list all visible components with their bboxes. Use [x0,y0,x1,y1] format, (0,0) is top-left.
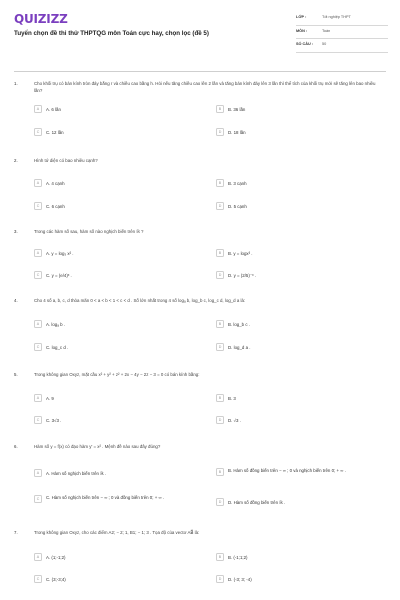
question-number: 1. [14,81,18,86]
option-text: B. Hàm số đồng biến trên − ∞ ; 0 và nghịch biến trên 0; + ∞ . [228,467,346,473]
option-text: C. 6 cạnh [46,203,65,209]
option-text: C. 12 lần [46,129,64,135]
option-letter: B [216,468,224,476]
option-text: A. logₐ b . [46,321,65,327]
option-text: B. log_b c . [228,321,250,327]
option-text: A. 4 cạnh [46,180,65,186]
option-letter: C [34,343,42,351]
option-letter: C [34,271,42,279]
meta-row-count [296,39,388,53]
option-text: A. 6 lần [46,106,61,112]
question-number: 7. [14,530,18,535]
meta-value: Toán [322,28,331,33]
option-text: B. 3 cạnh [228,180,247,186]
option-letter: C [34,202,42,210]
option-text: B. y = logx³ . [228,250,253,256]
meta-label: SỐ CÂU : [296,42,314,46]
option-text: D. (-3; 3; -4) [228,576,252,582]
option-letter: B [216,394,224,402]
option-letter: D [216,416,224,424]
option-letter: B [216,320,224,328]
option-letter: C [34,495,42,503]
option-letter: A [34,105,42,113]
quizizz-logo: QUIZIZZ [14,12,68,26]
meta-row-subject [296,26,388,40]
option-text: C. (3;-3;4) [46,576,66,582]
option-text: B. 36 lần [228,106,246,112]
option-letter: C [34,416,42,424]
option-text: D. log_d a . [228,344,251,350]
option-letter: C [34,575,42,583]
option-letter: A [34,320,42,328]
option-text: A. y = log₃ x² . [46,250,74,256]
option-letter: A [34,553,42,561]
option-letter: D [216,271,224,279]
header-divider [14,71,386,72]
option-letter: A [34,394,42,402]
option-text: A. (1;-1;2) [46,554,66,560]
option-text: B. 3 [228,395,236,401]
option-letter: A [34,179,42,187]
question-text: Cho khối trụ có bán kính tròn đáy bằng r và chiều cao bằng h. Hỏi nếu tăng chiều cao lên 2 lần và tăng bán kính đáy lên 3 lần thì thể tích của khối trụ mới sẽ tăng lên bao nhiêu lần? [34,81,376,93]
option-letter: D [216,343,224,351]
meta-label: MÔN : [296,28,308,33]
question-text: Cho 4 số a, b, c, d thỏa mãn 0 < a < b < 1 < c < d . Số lớn nhất trong 4 số logₐ b, log_b c, log_c d, log_d a là: [34,298,246,303]
option-letter: A [34,249,42,257]
meta-value: Tốt nghiệp THPT [322,15,351,19]
option-letter: C [34,128,42,136]
question-text: Hàm số y = f(x) có đạo hàm y′ = x² . Mệnh đề nào sau đây đúng? [34,444,161,449]
option-letter: B [216,553,224,561]
meta-label: LỚP : [296,15,307,19]
document-title: Tuyển chọn đề thi thử THPTQG môn Toán cực hay, chọn lọc (đề 5) [14,30,209,37]
option-text: A. 9 [46,395,54,401]
option-text: C. Hàm số nghịch biến trên − ∞ ; 0 và đồng biến trên 0; + ∞ . [46,494,165,500]
question-text: Trong không gian Oxyz, cho các điểm A2; − 2; 1, B1; − 1; 3 . Tọa độ của vectơ AB⃗ là: [34,530,200,535]
option-letter: B [216,179,224,187]
question-text: Trong không gian Oxyz, mặt cầu x² + y² + z² + 2x − 4y − 2z − 3 = 0 có bán kính bằng: [34,372,200,377]
option-text: B. (-1;1;2) [228,554,248,560]
option-text: C. 3√3 . [46,417,62,423]
option-text: D. y = (2/5)⁻ˣ . [228,272,257,278]
option-letter: D [216,498,224,506]
option-text: D. 18 lần [228,129,246,135]
option-letter: A [34,469,42,477]
option-letter: B [216,249,224,257]
option-letter: B [216,105,224,113]
option-text: C. y = (e/4)ˣ . [46,272,72,278]
question-number: 4. [14,298,18,303]
option-text: D. Hàm số đồng biến trên ℝ . [228,499,286,505]
option-letter: D [216,202,224,210]
option-letter: D [216,575,224,583]
option-letter: D [216,128,224,136]
meta-panel [296,12,388,53]
question-number: 6. [14,444,18,449]
option-text: D. 5 cạnh [228,203,247,209]
question-number: 2. [14,158,18,163]
question-text: Hình tứ diện có bao nhiêu cạnh? [34,158,98,163]
question-number: 5. [14,372,18,377]
question-number: 3. [14,229,18,234]
meta-value: 50 [322,42,327,46]
question-text: Trong các hàm số sau, hàm số nào nghịch biến trên ℝ ? [34,229,144,234]
meta-row-class [296,12,388,26]
option-text: A. Hàm số nghịch biến trên ℝ . [46,470,107,476]
option-text: C. log_c d . [46,344,69,350]
option-text: D. √3 . [228,417,241,423]
page-header [14,12,386,68]
